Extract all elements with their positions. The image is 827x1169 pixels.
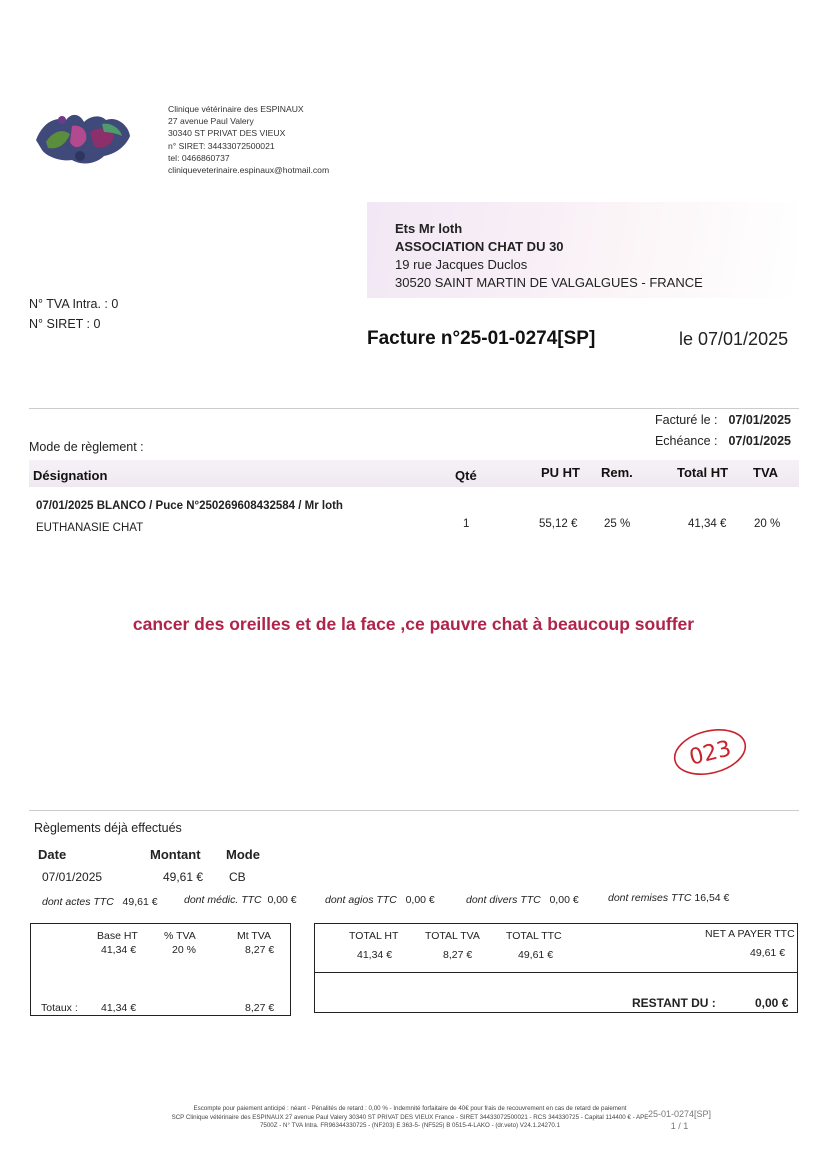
- th-rem: Rem.: [601, 465, 633, 480]
- client-line3: 19 rue Jacques Duclos: [395, 257, 528, 272]
- th-tva: TVA: [753, 465, 779, 480]
- totals-divider: [315, 972, 797, 973]
- tva-h-pct: % TVA: [164, 930, 196, 942]
- tva-tot-base: 41,34 €: [101, 1002, 137, 1014]
- client-tax-info: [29, 294, 118, 334]
- line-pu-ht: 55,12 €: [539, 518, 578, 530]
- tva-h-mt: Mt TVA: [237, 930, 272, 942]
- clinic-name: Clinique vétérinaire des ESPINAUX: [168, 104, 304, 114]
- dont-divers-label: dont divers TTC: [466, 894, 541, 906]
- totals-tva: 8,27 €: [443, 949, 473, 961]
- client-line1: Ets Mr loth: [395, 221, 463, 236]
- footer-line2: SCP Clinique vétérinaire des ESPINAUX 27 avenue Paul Valery 30340 ST PRIVAT DES VIEUX France - SIRET 34433072500021 - RCS 344330725 - Capital 114400 € - APE: [171, 1113, 649, 1121]
- clinic-address: [168, 103, 329, 176]
- dont-actes-value: 49,61 €: [122, 896, 158, 908]
- footer-line3: 7500Z - N° TVA Intra. FR96344330725 - (NF203) E 363-5- (NF525) B 0515-4-LAKO - (dr.veto) V24.1.24270.1: [259, 1122, 561, 1130]
- table-header: [29, 460, 799, 487]
- restant-value: 0,00 €: [755, 996, 789, 1010]
- dont-actes-label: dont actes TTC: [42, 896, 114, 908]
- totals-box: [314, 923, 798, 1013]
- footer-line1: Escompte pour paiement anticipé : néant - Pénalités de retard : 0,00 % - Indemnité forfaitaire de 40€ pour frais de recouvrement en cas de retard de paiement: [193, 1105, 627, 1112]
- footer-invoice-ref: 25-01-0274[SP]: [648, 1109, 712, 1119]
- payments-title: Règlements déjà effectués: [34, 821, 182, 835]
- line-rem: 25 %: [604, 518, 631, 530]
- th-total-ht: Total HT: [677, 465, 729, 480]
- dont-remises-value: 16,54 €: [694, 892, 730, 904]
- line-qte: 1: [463, 518, 470, 530]
- footer-page: 1 / 1: [670, 1121, 689, 1131]
- client-line4: 30520 SAINT MARTIN DE VALGALGUES - FRANCE: [395, 275, 703, 290]
- echeance-value: 07/01/2025: [728, 434, 791, 448]
- totals-h-net: NET A PAYER TTC: [705, 928, 795, 940]
- dont-medic: [184, 894, 297, 906]
- line-title: 07/01/2025 BLANCO / Puce N°250269608432584 / Mr loth: [36, 500, 343, 512]
- line-description: EUTHANASIE CHAT: [36, 522, 144, 534]
- totals-h-tva: TOTAL TVA: [425, 930, 480, 942]
- clinic-email: cliniqueveterinaire.espinaux@hotmail.com: [168, 165, 330, 176]
- dont-divers-value: 0,00 €: [549, 894, 579, 906]
- dont-remises: [608, 892, 729, 904]
- tva-tot-mt: 8,27 €: [245, 1002, 275, 1014]
- tva-summary-box: [30, 923, 291, 1016]
- line-total-ht: 41,34 €: [688, 518, 727, 530]
- dont-agios-label: dont agios TTC: [325, 894, 397, 906]
- totals-h-ttc: TOTAL TTC: [506, 930, 562, 942]
- clinic-tel: tel: 0466860737: [168, 152, 230, 163]
- dont-medic-label: dont médic. TTC: [184, 894, 262, 906]
- invoice-dates: [655, 410, 791, 452]
- totals-net: 49,61 €: [750, 947, 786, 959]
- dont-agios: [325, 894, 435, 906]
- echeance-label: Echéance :: [654, 434, 718, 448]
- stamp-number: [671, 727, 749, 777]
- th-qte: Qté: [455, 468, 477, 483]
- restant-label: RESTANT DU :: [632, 996, 716, 1010]
- tva-h-base: Base HT: [97, 930, 138, 942]
- divider: [29, 810, 799, 811]
- payments-h-mode: Mode: [226, 847, 260, 862]
- totals-ttc: 49,61 €: [518, 949, 554, 961]
- clinic-city: 30340 ST PRIVAT DES VIEUX: [168, 128, 286, 139]
- invoice-title: Facture n°25-01-0274[SP]: [367, 328, 596, 349]
- stamp-text: 023: [686, 736, 734, 771]
- clinic-logo: [32, 106, 132, 170]
- footer-reference: [648, 1108, 711, 1132]
- facture-le-value: 07/01/2025: [728, 413, 791, 427]
- client-line2: ASSOCIATION CHAT DU 30: [395, 239, 564, 254]
- payment-mode: CB: [229, 870, 246, 884]
- payments-h-montant: Montant: [150, 847, 201, 862]
- invoice-date: le 07/01/2025: [679, 329, 789, 349]
- payments-h-date: Date: [38, 847, 67, 862]
- divider: [29, 408, 799, 409]
- legal-footer: [100, 1105, 720, 1131]
- tva-pct: 20 %: [172, 944, 196, 956]
- dont-remises-label: dont remises TTC: [608, 892, 692, 904]
- tva-mt: 8,27 €: [245, 944, 275, 956]
- dont-actes: [42, 896, 158, 908]
- clinic-siret: n° SIRET: 34433072500021: [168, 140, 275, 151]
- clinic-street: 27 avenue Paul Valery: [168, 116, 254, 127]
- siret-client: N° SIRET : 0: [29, 317, 101, 331]
- dont-agios-value: 0,00 €: [405, 894, 435, 906]
- facture-le-label: Facturé le :: [654, 413, 718, 427]
- tva-intra: N° TVA Intra. : 0: [29, 297, 119, 311]
- tva-totaux-label: Totaux :: [41, 1002, 78, 1014]
- dont-divers: [466, 894, 579, 906]
- th-pu-ht: PU HT: [541, 465, 580, 480]
- totals-h-ht: TOTAL HT: [349, 930, 399, 942]
- dont-medic-value: 0,00 €: [267, 894, 297, 906]
- payment-montant: 49,61 €: [163, 870, 204, 884]
- line-tva: 20 %: [754, 518, 781, 530]
- client-address: [395, 220, 703, 292]
- stamp-circle: [671, 727, 749, 777]
- tva-base: 41,34 €: [101, 944, 137, 956]
- totals-ht: 41,34 €: [357, 949, 393, 961]
- payment-mode-label: Mode de règlement :: [29, 440, 144, 454]
- payment-date: 07/01/2025: [42, 870, 103, 884]
- handwritten-note: cancer des oreilles et de la face ,ce pauvre chat à beaucoup souffer: [132, 614, 695, 634]
- th-designation: Désignation: [33, 468, 108, 483]
